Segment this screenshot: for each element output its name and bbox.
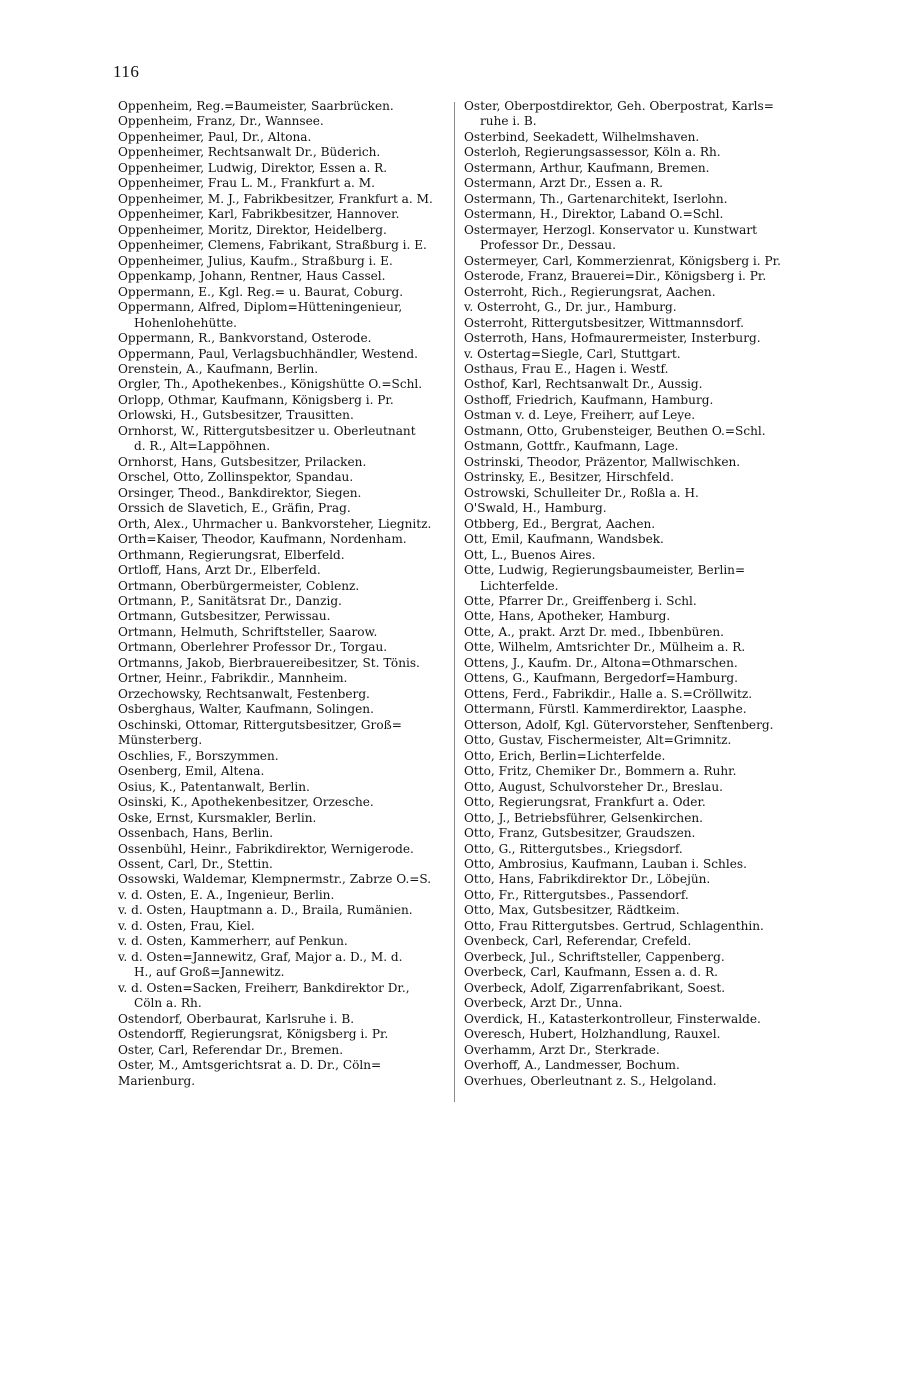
directory-entry: Oppenheimer, Julius, Kaufm., Straßburg i. E. bbox=[118, 253, 393, 268]
directory-entry: Orthmann, Regierungsrat, Elberfeld. bbox=[118, 547, 345, 562]
directory-entry: Otto, Fr., Rittergutsbes., Passendorf. bbox=[464, 887, 689, 902]
directory-entry: Orsinger, Theod., Bankdirektor, Siegen. bbox=[118, 485, 362, 500]
directory-entry: Otto, Hans, Fabrikdirektor Dr., Löbejün. bbox=[464, 872, 711, 887]
directory-entry: Overbeck, Adolf, Zigarrenfabrikant, Soest. bbox=[464, 980, 726, 995]
directory-entry: Münsterberg. bbox=[118, 733, 203, 748]
directory-entry: v. d. Osten, Hauptmann a. D., Braila, Rumänien. bbox=[118, 903, 413, 918]
page-number: 116 bbox=[113, 62, 140, 81]
directory-entry: Osthoff, Friedrich, Kaufmann, Hamburg. bbox=[464, 392, 714, 407]
directory-entry: Osthaus, Frau E., Hagen i. Westf. bbox=[464, 361, 669, 376]
directory-entry: Overbeck, Jul., Schriftsteller, Cappenberg. bbox=[464, 949, 725, 964]
directory-entry: Oster, Carl, Referendar Dr., Bremen. bbox=[118, 1042, 344, 1057]
directory-entry: Oppermann, E., Kgl. Reg.= u. Baurat, Coburg. bbox=[118, 284, 404, 299]
directory-entry: Orenstein, A., Kaufmann, Berlin. bbox=[118, 361, 319, 376]
directory-entry: Overhoff, A., Landmesser, Bochum. bbox=[464, 1058, 680, 1073]
directory-entry: Otto, Franz, Gutsbesitzer, Graudszen. bbox=[464, 826, 696, 841]
left-column bbox=[118, 99, 448, 1089]
directory-entry: Oske, Ernst, Kursmakler, Berlin. bbox=[118, 810, 317, 825]
directory-entry: v. d. Osten, Frau, Kiel. bbox=[118, 918, 255, 933]
directory-entry: Otto, Erich, Berlin=Lichterfelde. bbox=[464, 748, 666, 763]
directory-entry: Otte, Wilhelm, Amtsrichter Dr., Mülheim a. R. bbox=[464, 640, 746, 655]
directory-entry: Ortner, Heinr., Fabrikdir., Mannheim. bbox=[118, 671, 348, 686]
directory-entry-continuation: d. R., Alt=Lappöhnen. bbox=[134, 439, 271, 454]
column-divider bbox=[454, 102, 455, 1102]
directory-entry: Oppenheimer, Karl, Fabrikbesitzer, Hannover. bbox=[118, 207, 400, 222]
directory-entry: Ossenbühl, Heinr., Fabrikdirektor, Wernigerode. bbox=[118, 841, 414, 856]
directory-entry: Otte, Hans, Apotheker, Hamburg. bbox=[464, 609, 671, 624]
directory-entry: Ossenbach, Hans, Berlin. bbox=[118, 826, 274, 841]
directory-entry: Ostermann, Arzt Dr., Essen a. R. bbox=[464, 176, 664, 191]
directory-entry: Ortmann, Oberlehrer Professor Dr., Torgau. bbox=[118, 640, 388, 655]
directory-entry: Osius, K., Patentanwalt, Berlin. bbox=[118, 779, 310, 794]
directory-entry: Otto, G., Rittergutsbes., Kriegsdorf. bbox=[464, 841, 683, 856]
directory-entry: Oppenheim, Franz, Dr., Wannsee. bbox=[118, 114, 324, 129]
directory-entry: Oppenheimer, Ludwig, Direktor, Essen a. R. bbox=[118, 160, 388, 175]
directory-entry-continuation: Cöln a. Rh. bbox=[134, 996, 202, 1011]
directory-entry: Otto, Regierungsrat, Frankfurt a. Oder. bbox=[464, 795, 706, 810]
directory-entry: Oppenheimer, Moritz, Direktor, Heidelberg. bbox=[118, 222, 387, 237]
directory-entry: Ostermeyer, Carl, Kommerzienrat, Königsberg i. Pr. bbox=[464, 253, 781, 268]
directory-entry: Ortmann, Oberbürgermeister, Coblenz. bbox=[118, 578, 360, 593]
directory-entry: v. Ostertag=Siegle, Carl, Stuttgart. bbox=[464, 346, 681, 361]
directory-entry: Orgler, Th., Apothekenbes., Königshütte O.=Schl. bbox=[118, 377, 423, 392]
directory-entry: Oppermann, Paul, Verlagsbuchhändler, Westend. bbox=[118, 346, 419, 361]
directory-entry: Ortmann, P., Sanitätsrat Dr., Danzig. bbox=[118, 594, 342, 608]
directory-entry-continuation: Professor Dr., Dessau. bbox=[480, 238, 616, 253]
directory-entry: Osenberg, Emil, Altena. bbox=[118, 764, 265, 779]
directory-entry: Overhues, Oberleutnant z. S., Helgoland. bbox=[464, 1073, 717, 1088]
directory-entry: Ostmann, Otto, Grubensteiger, Beuthen O.=Schl. bbox=[464, 423, 766, 438]
directory-entry: Ostrinski, Theodor, Präzentor, Mallwischken. bbox=[464, 454, 741, 469]
directory-entry-continuation: Lichterfelde. bbox=[480, 578, 559, 593]
directory-entry: Ostermann, H., Direktor, Laband O.=Schl. bbox=[464, 207, 724, 222]
directory-entry: Oppenheimer, M. J., Fabrikbesitzer, Frankfurt a. M. bbox=[118, 191, 433, 206]
directory-entry-continuation: Hohenlohehütte. bbox=[134, 315, 237, 330]
directory-entry: Osterloh, Regierungsassessor, Köln a. Rh. bbox=[464, 145, 721, 160]
directory-entry: Orth, Alex., Uhrmacher u. Bankvorsteher, Liegnitz. bbox=[118, 516, 432, 531]
directory-entry: v. d. Osten=Sacken, Freiherr, Bankdirektor Dr., bbox=[118, 980, 410, 995]
directory-entry: O'Swald, H., Hamburg. bbox=[464, 501, 607, 516]
directory-entry: Ostermann, Arthur, Kaufmann, Bremen. bbox=[464, 160, 710, 175]
directory-entry: Oppermann, R., Bankvorstand, Osterode. bbox=[118, 331, 372, 346]
directory-entry: Oppenkamp, Johann, Rentner, Haus Cassel. bbox=[118, 269, 386, 284]
directory-entry: v. d. Osten, Kammerherr, auf Penkun. bbox=[118, 934, 348, 949]
directory-entry: Oppenheimer, Frau L. M., Frankfurt a. M. bbox=[118, 176, 375, 191]
directory-entry-continuation: ruhe i. B. bbox=[480, 114, 537, 129]
right-column bbox=[464, 99, 800, 1089]
directory-entry: Ottermann, Fürstl. Kammerdirektor, Laasphe. bbox=[464, 702, 747, 717]
directory-entry: Otto, Gustav, Fischermeister, Alt=Grimnitz. bbox=[464, 733, 732, 748]
directory-entry: Ottens, J., Kaufm. Dr., Altona=Othmarschen. bbox=[464, 655, 738, 670]
directory-entry: Otte, Pfarrer Dr., Greiffenberg i. Schl. bbox=[464, 594, 697, 608]
directory-entry: Osterroht, Rittergutsbesitzer, Wittmannsdorf. bbox=[464, 315, 745, 330]
directory-entry: Otto, Frau Rittergutsbes. Gertrud, Schlagenthin. bbox=[464, 918, 764, 933]
directory-entry: Overesch, Hubert, Holzhandlung, Rauxel. bbox=[464, 1027, 721, 1042]
directory-entry: Oppermann, Alfred, Diplom=Hütteningenieur, bbox=[118, 300, 403, 315]
directory-entry-continuation: H., auf Groß=Jannewitz. bbox=[134, 965, 285, 980]
directory-entry: v. d. Osten=Jannewitz, Graf, Major a. D., M. d. bbox=[118, 949, 403, 964]
directory-entry: Ostermayer, Herzogl. Konservator u. Kunstwart bbox=[464, 222, 757, 237]
directory-entry: Oppenheimer, Rechtsanwalt Dr., Büderich. bbox=[118, 145, 381, 160]
directory-entry: Otterson, Adolf, Kgl. Gütervorsteher, Senftenberg. bbox=[464, 717, 774, 732]
directory-entry: Orzechowsky, Rechtsanwalt, Festenberg. bbox=[118, 686, 370, 701]
directory-entry: Ossowski, Waldemar, Klempnermstr., Zabrze O.=S. bbox=[118, 872, 432, 887]
directory-entry: Otto, Ambrosius, Kaufmann, Lauban i. Schles. bbox=[464, 856, 747, 871]
directory-entry: Orth=Kaiser, Theodor, Kaufmann, Nordenham. bbox=[118, 532, 407, 547]
directory-entry: Ortmann, Gutsbesitzer, Perwissau. bbox=[118, 609, 331, 624]
directory-entry: Osterbind, Seekadett, Wilhelmshaven. bbox=[464, 129, 700, 144]
directory-entry: Osthof, Karl, Rechtsanwalt Dr., Aussig. bbox=[464, 377, 703, 392]
directory-entry: Otto, J., Betriebsführer, Gelsenkirchen. bbox=[464, 810, 704, 825]
directory-entry: Orlowski, H., Gutsbesitzer, Trausitten. bbox=[118, 408, 354, 423]
directory-entry: Marienburg. bbox=[118, 1073, 196, 1088]
directory-entry: Oschlies, F., Borszymmen. bbox=[118, 748, 279, 763]
directory-entry: Ornhorst, W., Rittergutsbesitzer u. Oberleutnant bbox=[118, 423, 416, 438]
directory-entry: Orlopp, Othmar, Kaufmann, Königsberg i. Pr. bbox=[118, 392, 394, 407]
directory-entry: Osterroht, Rich., Regierungsrat, Aachen. bbox=[464, 284, 716, 299]
directory-entry: Overbeck, Carl, Kaufmann, Essen a. d. R. bbox=[464, 965, 718, 980]
directory-entry: Oppenheim, Reg.=Baumeister, Saarbrücken. bbox=[118, 99, 394, 113]
directory-entry: Ottens, Ferd., Fabrikdir., Halle a. S.=Cröllwitz. bbox=[464, 686, 753, 701]
directory-entry: Ostermann, Th., Gartenarchitekt, Iserlohn. bbox=[464, 191, 728, 206]
directory-entry: Ostrowski, Schulleiter Dr., Roßla a. H. bbox=[464, 485, 699, 500]
directory-entry: Ortmann, Helmuth, Schriftsteller, Saarow. bbox=[118, 624, 378, 639]
directory-entry: Ortloff, Hans, Arzt Dr., Elberfeld. bbox=[118, 563, 321, 578]
directory-entry: Ottens, G., Kaufmann, Bergedorf=Hamburg. bbox=[464, 671, 738, 686]
directory-entry: Osterroth, Hans, Hofmaurermeister, Insterburg. bbox=[464, 331, 761, 346]
directory-entry: Orschel, Otto, Zollinspektor, Spandau. bbox=[118, 470, 354, 485]
directory-entry: Ostendorff, Regierungsrat, Königsberg i. Pr. bbox=[118, 1027, 389, 1042]
directory-entry: Ostendorf, Oberbaurat, Karlsruhe i. B. bbox=[118, 1011, 355, 1026]
directory-entry: Oschinski, Ottomar, Rittergutsbesitzer, Groß= bbox=[118, 717, 402, 732]
directory-entry: Osterode, Franz, Brauerei=Dir., Königsberg i. Pr. bbox=[464, 269, 767, 284]
directory-entry: Osinski, K., Apothekenbesitzer, Orzesche. bbox=[118, 795, 374, 810]
directory-entry: Ossent, Carl, Dr., Stettin. bbox=[118, 856, 273, 871]
directory-entry: Osberghaus, Walter, Kaufmann, Solingen. bbox=[118, 702, 374, 717]
directory-entry: Overdick, H., Katasterkontrolleur, Finsterwalde. bbox=[464, 1011, 761, 1026]
directory-entry: Oster, Oberpostdirektor, Geh. Oberpostrat, Karls= bbox=[464, 99, 774, 113]
directory-entry: Ostrinsky, E., Besitzer, Hirschfeld. bbox=[464, 470, 674, 485]
directory-entry: Orssich de Slavetich, E., Gräfin, Prag. bbox=[118, 501, 351, 516]
directory-entry: Oster, M., Amtsgerichtsrat a. D. Dr., Cöln= bbox=[118, 1058, 382, 1073]
directory-entry: Otte, A., prakt. Arzt Dr. med., Ibbenbüren. bbox=[464, 624, 724, 639]
directory-entry: Overhamm, Arzt Dr., Sterkrade. bbox=[464, 1042, 660, 1057]
directory-entry: Ovenbeck, Carl, Referendar, Crefeld. bbox=[464, 934, 692, 949]
directory-entry: Oppenheimer, Paul, Dr., Altona. bbox=[118, 129, 312, 144]
directory-entry: Otte, Ludwig, Regierungsbaumeister, Berlin= bbox=[464, 563, 746, 578]
directory-entry: Otbberg, Ed., Bergrat, Aachen. bbox=[464, 516, 656, 531]
directory-entry: Ostmann, Gottfr., Kaufmann, Lage. bbox=[464, 439, 679, 454]
directory-entry: v. d. Osten, E. A., Ingenieur, Berlin. bbox=[118, 887, 335, 902]
directory-entry: Ornhorst, Hans, Gutsbesitzer, Prilacken. bbox=[118, 454, 367, 469]
directory-entry: Ortmanns, Jakob, Bierbrauereibesitzer, St. Tönis. bbox=[118, 655, 420, 670]
directory-entry: Otto, August, Schulvorsteher Dr., Breslau. bbox=[464, 779, 724, 794]
directory-entry: Ostman v. d. Leye, Freiherr, auf Leye. bbox=[464, 408, 696, 423]
directory-entry: Otto, Fritz, Chemiker Dr., Bommern a. Ruhr. bbox=[464, 764, 737, 779]
directory-entry: Overbeck, Arzt Dr., Unna. bbox=[464, 996, 623, 1011]
directory-entry: v. Osterroht, G., Dr. jur., Hamburg. bbox=[464, 300, 677, 315]
directory-entry: Ott, Emil, Kaufmann, Wandsbek. bbox=[464, 532, 664, 547]
directory-entry: Otto, Max, Gutsbesitzer, Rädtkeim. bbox=[464, 903, 680, 918]
directory-entry: Ott, L., Buenos Aires. bbox=[464, 547, 596, 562]
directory-entry: Oppenheimer, Clemens, Fabrikant, Straßburg i. E. bbox=[118, 238, 427, 253]
